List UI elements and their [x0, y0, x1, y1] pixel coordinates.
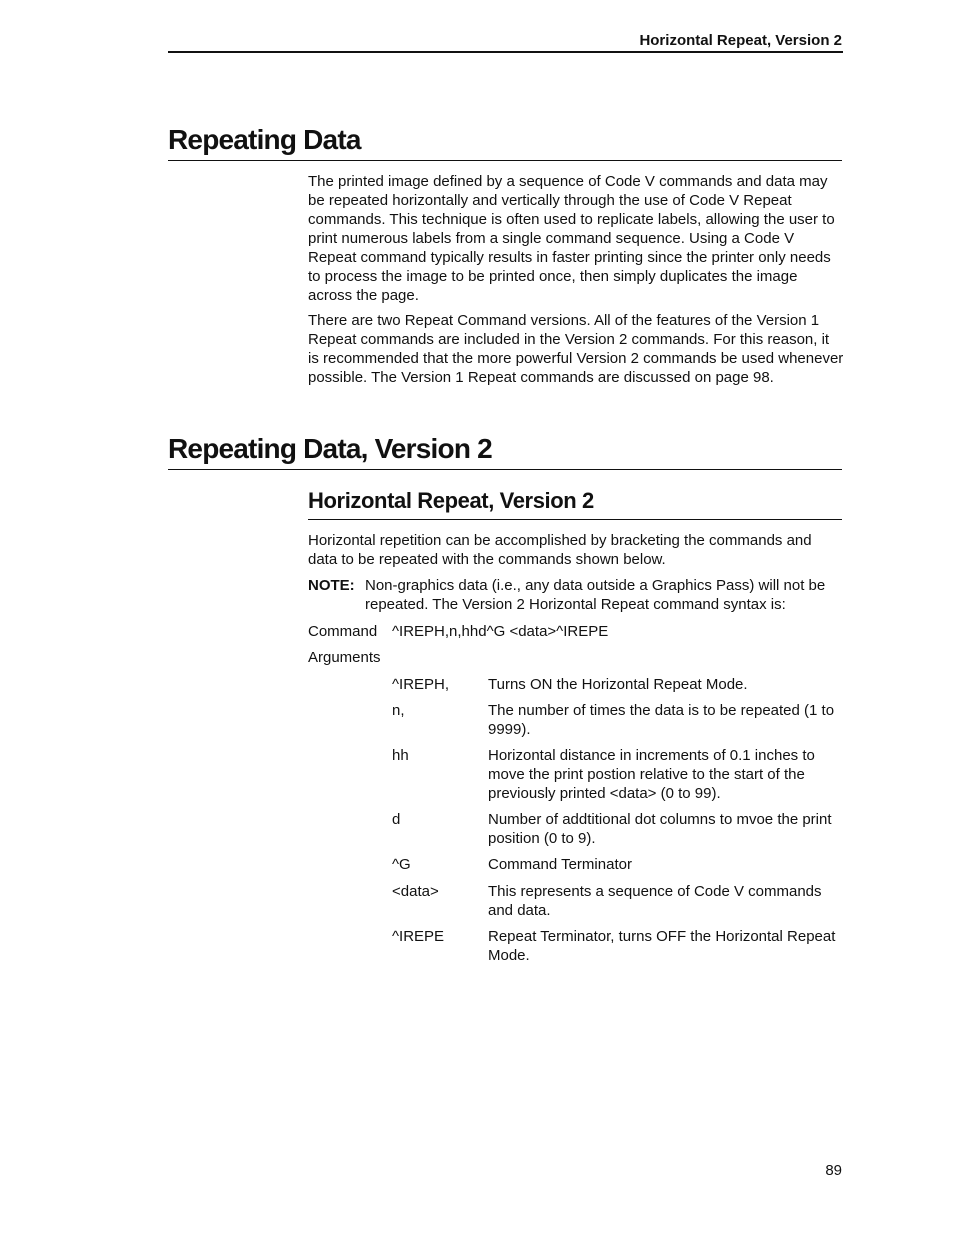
subsection-rule — [308, 519, 842, 520]
body-paragraph: The printed image defined by a sequence of Code V commands and data may be repeated horizontally and vertically through the use of Code V Repeat commands. This technique is often used to replicate labels, allowing the user to print numerous labels from a single command sequence. Using a Code V Repeat command typically results in faster printing since the printer only needs to process the image to be printed once, then simply duplicates the image across the page. — [308, 173, 835, 304]
argument-description: Number of addtitional dot columns to mvoe the print position (0 to 9). — [488, 811, 832, 847]
argument-description: Turns ON the Horizontal Repeat Mode. — [488, 676, 748, 693]
argument-name: ^IREPH, — [392, 676, 450, 693]
header-rule — [168, 51, 843, 53]
note-block — [308, 576, 844, 614]
argument-description: The number of times the data is to be repeated (1 to 9999). — [488, 702, 835, 738]
note-text: Non-graphics data (i.e., any data outside a Graphics Pass) will not be repeated. The Version 2 Horizontal Repeat command syntax is: — [365, 577, 826, 613]
argument-row — [392, 810, 844, 848]
intro-paragraph: Horizontal repetition can be accomplished by bracketing the commands and data to be repeated with the commands shown below. — [308, 532, 812, 568]
argument-name: ^IREPE — [392, 928, 445, 945]
argument-description: Command Terminator — [488, 856, 632, 873]
section-title-repeating-data: Repeating Data — [168, 124, 361, 155]
argument-description: Repeat Terminator, turns OFF the Horizontal Repeat Mode. — [488, 928, 836, 964]
argument-row — [392, 927, 844, 965]
argument-row — [392, 701, 844, 739]
argument-description: This represents a sequence of Code V commands and data. — [488, 883, 822, 919]
section-rule — [168, 469, 842, 470]
argument-name: ^G — [392, 856, 411, 873]
subsection-title-horizontal-repeat: Horizontal Repeat, Version 2 — [308, 488, 594, 513]
body-paragraph: There are two Repeat Command versions. All of the features of the Version 1 Repeat commands are included in the Version 2 commands. For this reason, it is recommended that the more powerful Version 2 commands be used whenever possible. The Version 1 Repeat commands are discussed on page 98. — [308, 312, 844, 386]
argument-row — [392, 882, 844, 920]
argument-name: hh — [392, 747, 409, 764]
argument-row — [392, 855, 844, 874]
arguments-label: Arguments — [308, 649, 381, 666]
running-header: Horizontal Repeat, Version 2 — [639, 32, 842, 49]
argument-row — [392, 675, 844, 694]
argument-description: Horizontal distance in increments of 0.1 inches to move the print postion relative to the start of the previously printed <data> (0 to 99). — [488, 747, 815, 802]
argument-name: d — [392, 811, 401, 828]
command-label: Command — [308, 623, 378, 640]
argument-row — [392, 746, 844, 803]
note-label: NOTE: — [308, 577, 355, 594]
section-rule — [168, 160, 842, 161]
argument-name: n, — [392, 702, 405, 719]
page-number: 89 — [825, 1162, 842, 1179]
command-row — [308, 622, 844, 641]
section-title-repeating-data-v2: Repeating Data, Version 2 — [168, 433, 492, 464]
command-syntax: ^IREPH,n,hhd^G <data>^IREPE — [392, 623, 609, 640]
argument-name: <data> — [392, 883, 439, 900]
